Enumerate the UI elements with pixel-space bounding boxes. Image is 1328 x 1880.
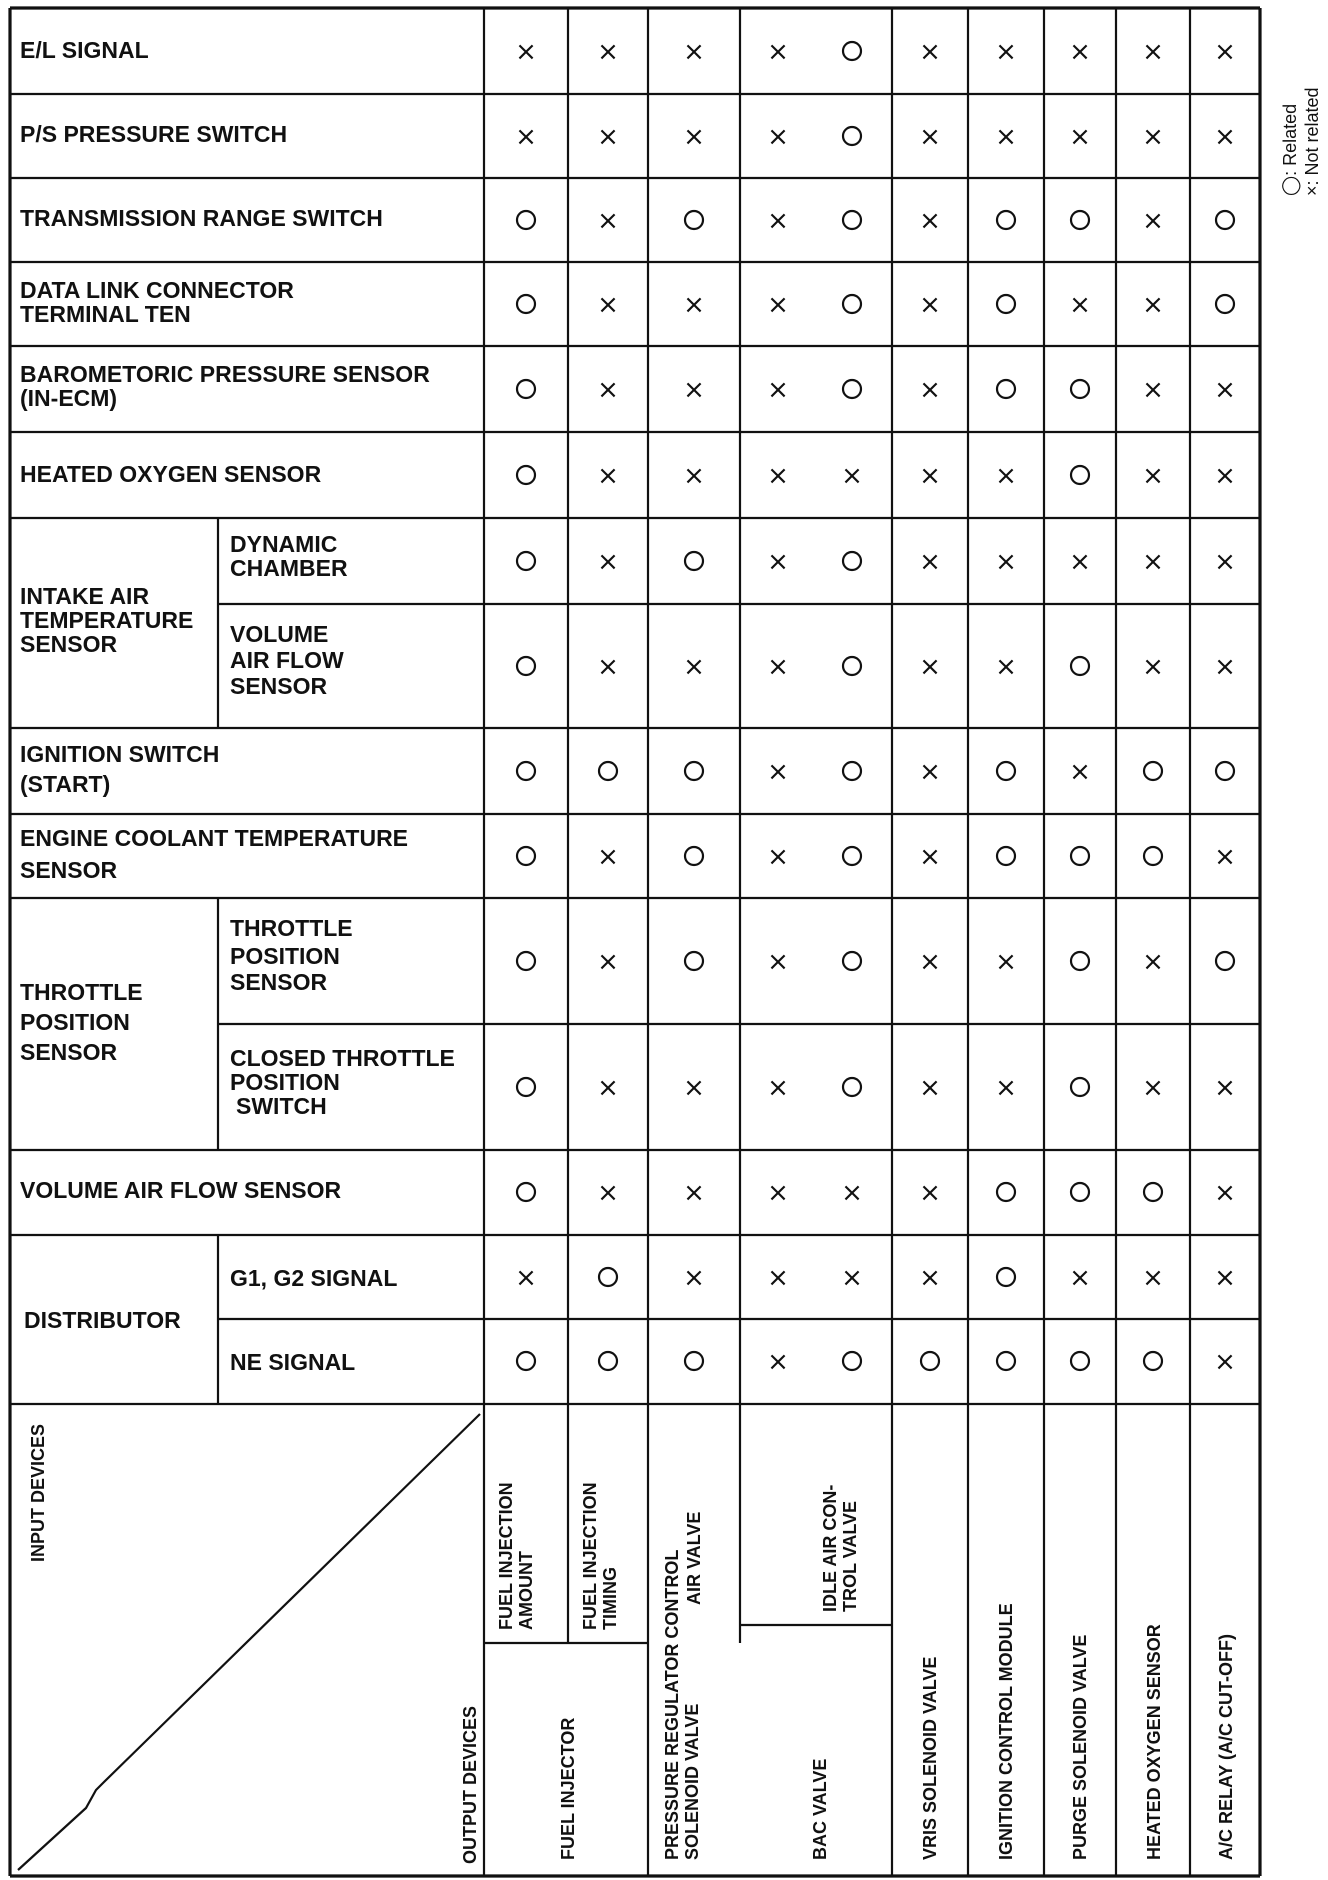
related-mark <box>1144 762 1162 780</box>
not-related-mark: × <box>919 290 941 320</box>
not-related-mark: × <box>683 461 705 491</box>
related-mark <box>1216 762 1234 780</box>
not-related-mark: × <box>995 1073 1017 1103</box>
corner-input-devices: INPUT DEVICES <box>28 1423 48 1562</box>
output-air-valve: AIR VALVE <box>684 1511 704 1605</box>
not-related-mark: × <box>767 1073 789 1103</box>
related-mark <box>843 1352 861 1370</box>
input-data-link-connector: DATA LINK CONNECTOR TERMINAL TEN <box>20 277 294 327</box>
not-related-mark: × <box>597 206 619 236</box>
input-distributor: DISTRIBUTOR <box>24 1307 181 1333</box>
input-throttle-position-sensor-group: THROTTLE POSITION SENSOR <box>20 979 143 1065</box>
not-related-mark: × <box>1214 1263 1236 1293</box>
related-mark <box>1071 952 1089 970</box>
legend-not-related: ×: Not related <box>1302 87 1322 196</box>
not-related-mark: × <box>767 37 789 67</box>
not-related-mark: × <box>767 947 789 977</box>
not-related-mark: × <box>597 37 619 67</box>
not-related-mark: × <box>1142 290 1164 320</box>
not-related-mark: × <box>597 652 619 682</box>
output-fuel-injector: FUEL INJECTOR <box>558 1717 578 1860</box>
related-mark <box>1071 1183 1089 1201</box>
related-mark <box>599 1352 617 1370</box>
not-related-mark: × <box>1214 1347 1236 1377</box>
not-related-mark: × <box>1069 1263 1091 1293</box>
corner-output-devices: OUTPUT DEVICES <box>460 1705 480 1864</box>
related-mark <box>843 952 861 970</box>
not-related-mark: × <box>919 1178 941 1208</box>
related-mark <box>1071 657 1089 675</box>
not-related-mark: × <box>767 1263 789 1293</box>
input-el-signal: E/L SIGNAL <box>20 37 149 63</box>
related-mark <box>685 952 703 970</box>
relation-marks <box>515 37 1236 1377</box>
input-volume-air-flow-sensor-sub: VOLUME AIR FLOW SENSOR <box>230 621 344 699</box>
related-mark <box>1144 1352 1162 1370</box>
not-related-mark: × <box>1142 206 1164 236</box>
related-mark <box>517 1183 535 1201</box>
related-mark <box>599 762 617 780</box>
output-ac-relay: A/C RELAY (A/C CUT-OFF) <box>1216 1633 1236 1860</box>
input-device-labels <box>20 37 461 1375</box>
not-related-mark: × <box>597 1073 619 1103</box>
not-related-mark: × <box>1142 1263 1164 1293</box>
not-related-mark: × <box>597 947 619 977</box>
input-closed-throttle-position-switch: CLOSED THROTTLE POSITION SWITCH <box>230 1045 455 1119</box>
not-related-mark: × <box>995 547 1017 577</box>
related-mark <box>1071 1352 1089 1370</box>
related-mark <box>843 42 861 60</box>
input-throttle-position-sensor-sub: THROTTLE POSITION SENSOR <box>230 915 353 995</box>
not-related-mark: × <box>767 206 789 236</box>
not-related-mark: × <box>683 290 705 320</box>
not-related-mark: × <box>1214 547 1236 577</box>
not-related-mark: × <box>919 206 941 236</box>
related-mark <box>685 552 703 570</box>
related-mark <box>997 1183 1015 1201</box>
related-mark <box>921 1352 939 1370</box>
related-mark <box>997 380 1015 398</box>
related-mark <box>843 762 861 780</box>
input-ne-signal: NE SIGNAL <box>230 1349 356 1375</box>
not-related-mark: × <box>767 1347 789 1377</box>
not-related-mark: × <box>1142 1073 1164 1103</box>
not-related-mark: × <box>767 1178 789 1208</box>
legend <box>1280 87 1322 196</box>
not-related-mark: × <box>1214 37 1236 67</box>
related-mark <box>1071 847 1089 865</box>
related-mark <box>1216 952 1234 970</box>
not-related-mark: × <box>1214 122 1236 152</box>
not-related-mark: × <box>597 461 619 491</box>
not-related-mark: × <box>1214 652 1236 682</box>
output-idle-air-control-valve: IDLE AIR CON- TROL VALVE <box>820 1484 860 1612</box>
not-related-mark: × <box>919 122 941 152</box>
not-related-mark: × <box>1069 547 1091 577</box>
related-mark <box>1144 1183 1162 1201</box>
input-transmission-range-switch: TRANSMISSION RANGE SWITCH <box>20 205 383 231</box>
not-related-mark: × <box>597 290 619 320</box>
not-related-mark: × <box>767 842 789 872</box>
related-mark <box>843 657 861 675</box>
not-related-mark: × <box>767 461 789 491</box>
related-mark <box>843 127 861 145</box>
input-dynamic-chamber: DYNAMIC CHAMBER <box>230 531 348 581</box>
not-related-mark: × <box>995 461 1017 491</box>
not-related-mark: × <box>683 375 705 405</box>
not-related-mark: × <box>995 122 1017 152</box>
related-mark <box>843 847 861 865</box>
not-related-mark: × <box>767 290 789 320</box>
related-mark <box>517 552 535 570</box>
input-ps-pressure-switch: P/S PRESSURE SWITCH <box>20 121 288 147</box>
not-related-mark: × <box>919 947 941 977</box>
related-mark <box>517 466 535 484</box>
not-related-mark: × <box>1142 122 1164 152</box>
input-engine-coolant-temperature-sensor: ENGINE COOLANT TEMPERATURE SENSOR <box>20 825 409 883</box>
output-vris-solenoid-valve: VRIS SOLENOID VALVE <box>920 1656 940 1860</box>
not-related-mark: × <box>841 1178 863 1208</box>
output-fuel-injection-amount: FUEL INJECTION AMOUNT <box>496 1482 536 1630</box>
input-barometoric-pressure-sensor: BAROMETORIC PRESSURE SENSOR (IN-ECM) <box>20 361 430 411</box>
not-related-mark: × <box>515 1263 537 1293</box>
related-mark <box>517 847 535 865</box>
related-mark <box>517 295 535 313</box>
not-related-mark: × <box>597 375 619 405</box>
related-mark <box>1071 466 1089 484</box>
not-related-mark: × <box>683 1178 705 1208</box>
not-related-mark: × <box>841 461 863 491</box>
related-mark <box>517 657 535 675</box>
not-related-mark: × <box>1214 375 1236 405</box>
related-mark <box>997 1352 1015 1370</box>
not-related-mark: × <box>919 37 941 67</box>
related-mark <box>843 380 861 398</box>
related-mark <box>517 380 535 398</box>
output-device-labels <box>496 1477 1236 1860</box>
not-related-mark: × <box>919 1263 941 1293</box>
not-related-mark: × <box>767 375 789 405</box>
not-related-mark: × <box>995 652 1017 682</box>
not-related-mark: × <box>767 757 789 787</box>
not-related-mark: × <box>597 122 619 152</box>
corner-diagonal <box>18 1414 480 1870</box>
related-mark <box>997 847 1015 865</box>
corner-headers <box>28 1424 480 1864</box>
not-related-mark: × <box>1069 37 1091 67</box>
not-related-mark: × <box>1142 375 1164 405</box>
related-mark <box>843 552 861 570</box>
related-mark <box>997 762 1015 780</box>
not-related-mark: × <box>1142 947 1164 977</box>
related-mark <box>997 1268 1015 1286</box>
not-related-mark: × <box>515 122 537 152</box>
related-mark <box>517 762 535 780</box>
not-related-mark: × <box>683 122 705 152</box>
not-related-mark: × <box>1069 122 1091 152</box>
input-heated-oxygen-sensor: HEATED OXYGEN SENSOR <box>20 461 322 487</box>
not-related-mark: × <box>597 842 619 872</box>
related-mark <box>1144 847 1162 865</box>
output-pressure-regulator: PRESSURE REGULATOR CONTROL SOLENOID VALVE <box>662 1549 702 1860</box>
output-heated-oxygen-sensor: HEATED OXYGEN SENSOR <box>1144 1624 1164 1860</box>
output-fuel-injection-timing: FUEL INJECTION TIMING <box>580 1482 620 1630</box>
not-related-mark: × <box>919 375 941 405</box>
related-mark <box>997 295 1015 313</box>
not-related-mark: × <box>1214 1073 1236 1103</box>
related-mark <box>1216 295 1234 313</box>
related-mark <box>685 1352 703 1370</box>
related-mark <box>517 952 535 970</box>
related-mark <box>843 211 861 229</box>
not-related-mark: × <box>1214 461 1236 491</box>
not-related-mark: × <box>1069 290 1091 320</box>
not-related-mark: × <box>919 842 941 872</box>
not-related-mark: × <box>683 652 705 682</box>
related-mark <box>1216 211 1234 229</box>
not-related-mark: × <box>767 122 789 152</box>
not-related-mark: × <box>1214 1178 1236 1208</box>
input-volume-air-flow-sensor: VOLUME AIR FLOW SENSOR <box>20 1177 342 1203</box>
not-related-mark: × <box>515 37 537 67</box>
input-ignition-switch: IGNITION SWITCH (START) <box>20 741 220 797</box>
not-related-mark: × <box>1142 652 1164 682</box>
not-related-mark: × <box>995 37 1017 67</box>
output-bac-valve: BAC VALVE <box>810 1758 830 1860</box>
related-mark <box>843 1078 861 1096</box>
related-mark <box>517 1078 535 1096</box>
related-mark <box>599 1268 617 1286</box>
input-g1-g2-signal: G1, G2 SIGNAL <box>230 1265 398 1291</box>
not-related-mark: × <box>597 547 619 577</box>
not-related-mark: × <box>683 1073 705 1103</box>
related-mark <box>685 847 703 865</box>
not-related-mark: × <box>767 547 789 577</box>
input-intake-air-temperature-sensor: INTAKE AIR TEMPERATURE SENSOR <box>20 583 194 657</box>
output-purge-solenoid-valve: PURGE SOLENOID VALVE <box>1070 1634 1090 1860</box>
not-related-mark: × <box>919 757 941 787</box>
not-related-mark: × <box>1142 461 1164 491</box>
output-ignition-control-module: IGNITION CONTROL MODULE <box>996 1603 1016 1860</box>
legend-related: ◯: Related <box>1280 103 1300 196</box>
related-mark <box>1071 1078 1089 1096</box>
related-mark <box>843 295 861 313</box>
not-related-mark: × <box>1214 842 1236 872</box>
related-mark <box>517 1352 535 1370</box>
related-mark <box>517 211 535 229</box>
not-related-mark: × <box>841 1263 863 1293</box>
not-related-mark: × <box>995 947 1017 977</box>
not-related-mark: × <box>919 461 941 491</box>
related-mark <box>997 211 1015 229</box>
not-related-mark: × <box>767 652 789 682</box>
not-related-mark: × <box>1142 547 1164 577</box>
not-related-mark: × <box>1142 37 1164 67</box>
related-mark <box>1071 380 1089 398</box>
not-related-mark: × <box>919 652 941 682</box>
not-related-mark: × <box>919 547 941 577</box>
not-related-mark: × <box>683 1263 705 1293</box>
not-related-mark: × <box>683 37 705 67</box>
related-mark <box>685 762 703 780</box>
not-related-mark: × <box>597 1178 619 1208</box>
not-related-mark: × <box>1069 757 1091 787</box>
related-mark <box>1071 211 1089 229</box>
related-mark <box>685 211 703 229</box>
not-related-mark: × <box>919 1073 941 1103</box>
